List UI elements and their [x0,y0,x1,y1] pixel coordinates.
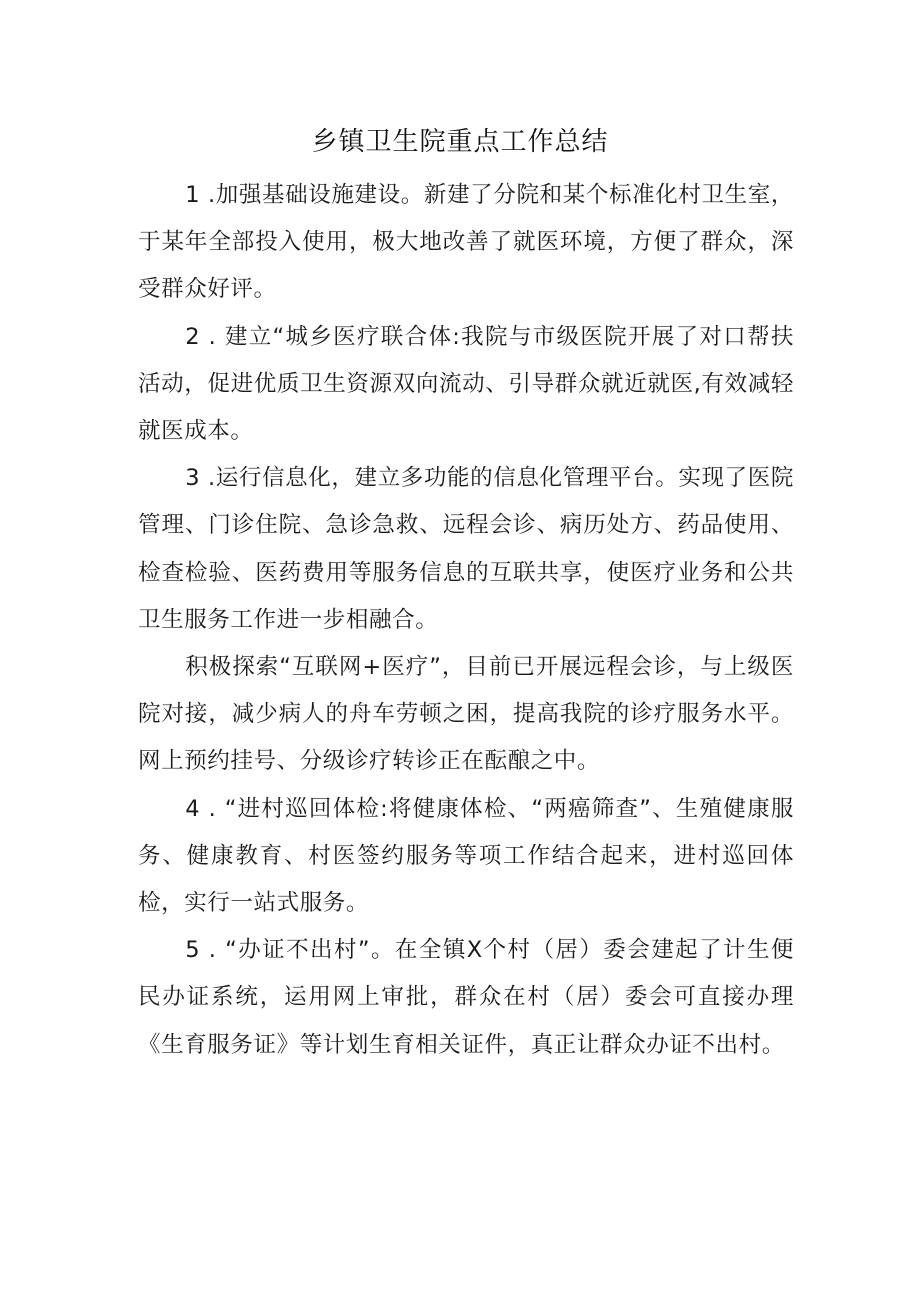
paragraph-informatization: 3 .运行信息化，建立多功能的信息化管理平台。实现了医院管理、门诊住院、急诊急救、远程会诊、病历处方、药品使用、检查检验、医药费用等服务信息的互联共享，使医疗业务和公共卫生服务工作进一步相融合。 [138,465,794,633]
paragraph-infrastructure: 1 .加强基础设施建设。新建了分院和某个标准化村卫生室，于某年全部投入使用，极大地改善了就医环境，方便了群众，深受群众好评。 [138,182,794,303]
document-body [138,172,794,1069]
paragraph-village-checkup: 4 . “进村巡回体检:将健康体检、“两癌筛查”、生殖健康服务、健康教育、村医签约服务等项工作结合起来，进村巡回体检，实行一站式服务。 [138,795,794,917]
document-title: 乡镇卫生院重点工作总结 [311,127,609,157]
paragraph-medical-alliance: 2 . 建立“城乡医疗联合体:我院与市级医院开展了对口帮扶活动，促进优质卫生资源双向流动、引导群众就近就医,有效减轻就医成本。 [138,323,794,445]
paragraph-certificate-service: 5 . “办证不出村”。在全镇X个村（居）委会建起了计生便民办证系统，运用网上审批，群众在村（居）委会可直接办理《生育服务证》等计划生育相关证件，真正让群众办证不出村。 [138,937,794,1058]
paragraph-internet-medical: 积极探索“互联网+医疗”，目前已开展远程会诊，与上级医院对接，减少病人的舟车劳顿之困，提高我院的诊疗服务水平。网上预约挂号、分级诊疗转诊正在酝酿之中。 [138,654,794,775]
